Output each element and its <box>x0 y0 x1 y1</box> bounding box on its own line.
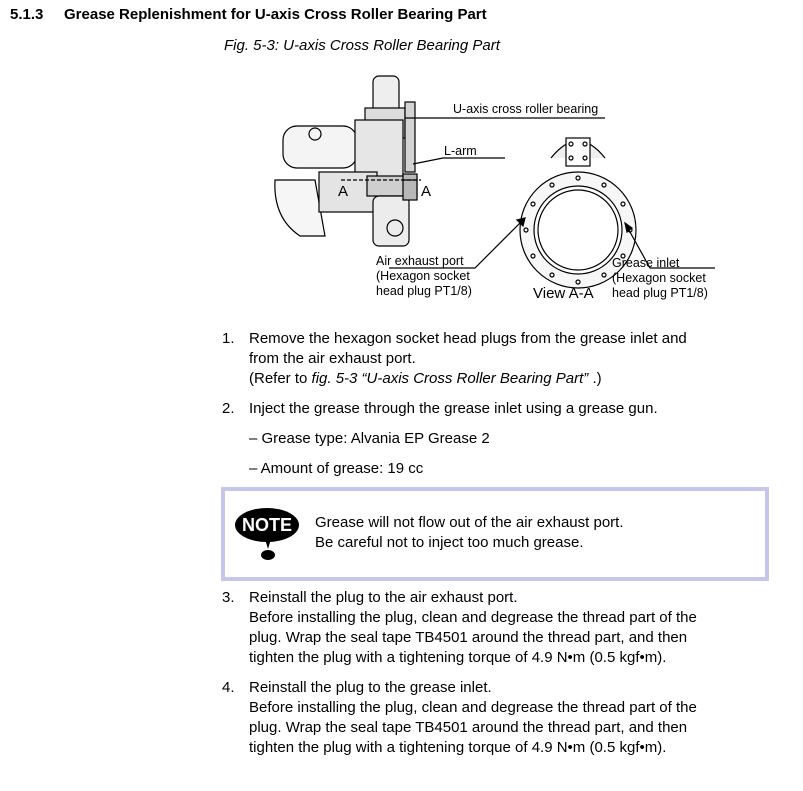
section-heading <box>10 6 487 23</box>
step-text: Before installing the plug, clean and degrease the thread part of the <box>249 699 697 716</box>
view-label: View A-A <box>533 285 594 302</box>
ref-fig: fig. 5-3 <box>311 370 358 387</box>
bearing-figure <box>255 68 725 310</box>
ref-suffix: .) <box>592 370 602 387</box>
step-text: Reinstall the plug to the grease inlet. <box>249 679 492 696</box>
note-line: Be careful not to inject too much grease. <box>315 534 584 551</box>
inlet-label-2: (Hexagon socket <box>612 271 706 285</box>
bearing-label: U-axis cross roller bearing <box>453 102 599 116</box>
step-number: 4. <box>222 679 235 696</box>
note-badge: NOTE <box>241 515 293 535</box>
grease-type-item: – Grease type: Alvania EP Grease 2 <box>249 430 490 447</box>
step-text: Inject the grease through the grease inlet using a grease gun. <box>249 400 658 417</box>
inlet-label-3: head plug PT1/8) <box>612 286 708 300</box>
step-text: tighten the plug with a tightening torque of 4.9 N•m (0.5 kgf•m). <box>249 739 667 756</box>
step-text: plug. Wrap the seal tape TB4501 around the thread part, and then <box>249 629 688 646</box>
section-title: Grease Replenishment for U-axis Cross Roller Bearing Part <box>64 6 487 23</box>
figure-caption: Fig. 5-3: U-axis Cross Roller Bearing Part <box>224 37 500 54</box>
ref-prefix: (Refer to <box>249 370 312 387</box>
note-line: Grease will not flow out of the air exhaust port. <box>315 514 624 531</box>
section-mark-right: A <box>421 183 432 200</box>
step-text: Reinstall the plug to the air exhaust port. <box>249 589 518 606</box>
step-text: plug. Wrap the seal tape TB4501 around the thread part, and then <box>249 719 688 736</box>
step-number: 2. <box>222 400 235 417</box>
note-icon <box>231 505 303 571</box>
section-number: 5.1.3 <box>10 6 44 23</box>
step-text: tighten the plug with a tightening torque of 4.9 N•m (0.5 kgf•m). <box>249 649 667 666</box>
step-text: Remove the hexagon socket head plugs from the grease inlet and <box>249 330 687 347</box>
note-text <box>315 513 624 553</box>
step-number: 3. <box>222 589 235 606</box>
exhaust-label-2: (Hexagon socket <box>376 269 470 283</box>
exhaust-label-1: Air exhaust port <box>376 254 464 268</box>
larm-label: L-arm <box>444 144 477 158</box>
step-number: 1. <box>222 330 235 347</box>
grease-amount-item: – Amount of grease: 19 cc <box>249 460 424 477</box>
exhaust-label-3: head plug PT1/8) <box>376 284 472 298</box>
ref-title: “U-axis Cross Roller Bearing Part” <box>357 370 593 387</box>
inlet-label-1: Grease inlet <box>612 256 680 270</box>
note-box <box>221 487 769 581</box>
section-mark-left: A <box>338 183 349 200</box>
step-text: from the air exhaust port. <box>249 350 416 367</box>
step-text: Before installing the plug, clean and degrease the thread part of the <box>249 609 697 626</box>
figure-reference[interactable] <box>249 369 602 389</box>
